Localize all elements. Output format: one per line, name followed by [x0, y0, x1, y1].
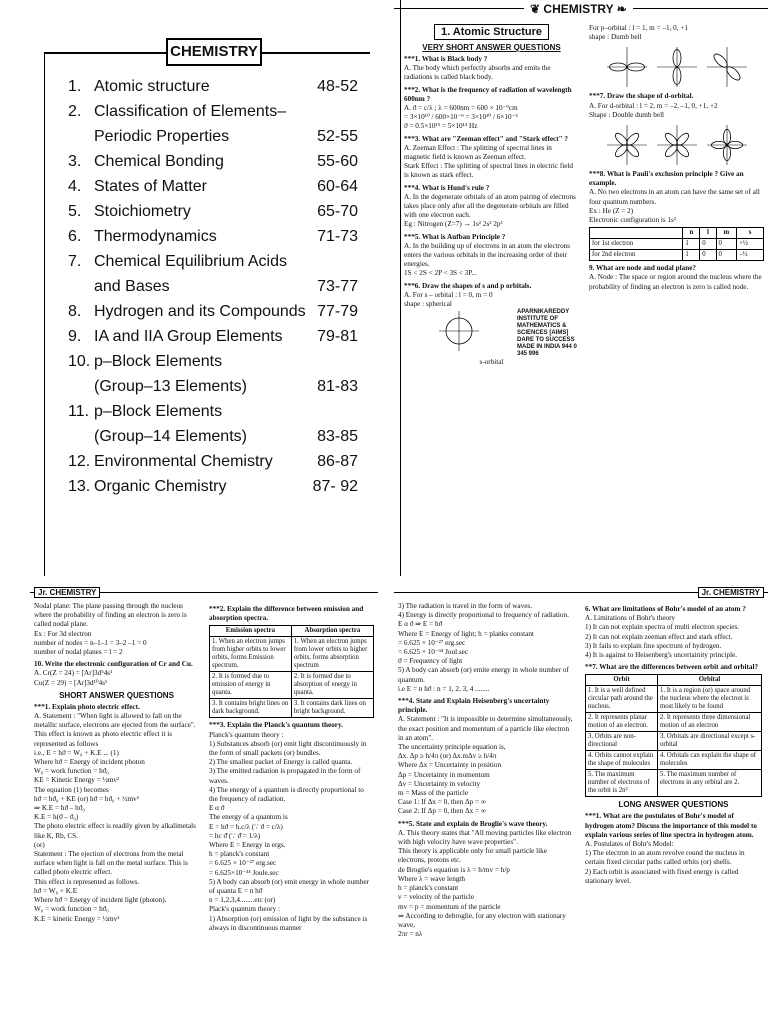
toc-item-text: Chemical Equilibrium Acids — [94, 253, 287, 270]
table-cell: 1. When an electron jumps from lower orbits to higher orbits, forms absorption spectrum — [291, 637, 373, 672]
answer-line: 2) The smallest packet of Energy is called quanta. — [209, 758, 353, 767]
toc-item — [68, 149, 358, 174]
jr-chemistry-page-left — [30, 582, 378, 1024]
answer-line: A. Node : The space or region around the nucleus where the probability of finding an electron is zero is called node. — [589, 273, 762, 291]
toc-item — [68, 249, 358, 274]
table-cell: 2. It is formed due to absorption of energy in quanta. — [291, 672, 373, 699]
answer-line: Case 2: If Δp = 0, then Δx = ∞ — [398, 807, 486, 816]
question: ***5. State and explain de Broglie's wave theory. — [398, 819, 548, 828]
answer-line: Where E = Energy of light; h = planks constant — [398, 629, 534, 638]
toc-item-label — [94, 424, 247, 449]
answer-line: Δx. Δp ≥ h/4π (or) Δx.mΔv ≥ h/4π — [398, 752, 497, 761]
toc-item-number: 1. — [68, 78, 82, 95]
answer-line: 3) It fails to explain fine spectrum of hydrogen. — [585, 641, 722, 650]
question: ***1. Explain photo electric effect. — [34, 702, 140, 711]
question: ***4. What is Hund's rule ? — [404, 183, 490, 192]
answer-line: 4) The energy of a quantum is directly proportional to the frequency of radiation. — [209, 785, 364, 804]
table-row — [590, 239, 764, 250]
toc-item-number: 4. — [68, 178, 82, 195]
s-orbital-caption: s-orbital — [479, 358, 504, 367]
answer-line: Δp = Uncertainty in momentum — [398, 770, 490, 779]
answer-line: h = planck's constant — [398, 884, 459, 893]
table-header-cell: m — [716, 228, 737, 239]
table-cell: for 1st electron — [590, 239, 683, 250]
answer-line: = 6.625 × 10⁻²⁷ erg.sec — [209, 859, 277, 868]
answer-line: Where hϑ = Energy of incident light (photon). — [34, 896, 167, 905]
p-orbital-shape-2 — [655, 45, 699, 89]
table-header-row — [586, 675, 762, 686]
answer-line: K.E = kinetic Energy = ½mv² — [34, 914, 120, 923]
toc-item-label — [94, 124, 229, 149]
toc-item-text: Environmental Chemistry — [94, 453, 273, 470]
answer-line: Eg : Nitrogen (Z=7) → 1s² 2s² 2p³ — [404, 220, 503, 229]
answer-line: Ex : He (Z = 2) — [589, 206, 634, 215]
table-cell: 0 — [716, 239, 737, 250]
toc-item-pages: 48-52 — [317, 78, 358, 95]
answer-line: A. Postulates of Bohr's Model: — [585, 840, 674, 849]
toc-item — [68, 324, 358, 349]
table-cell: 1 — [683, 250, 700, 261]
unit-title: 1. Atomic Structure — [434, 24, 549, 40]
answer-line: Case 1: If Δx = 0, then Δp = ∞ — [398, 798, 486, 807]
table-row — [586, 751, 762, 770]
answer-line: This effect is represented as follows. — [34, 877, 140, 886]
answer-line: Shape : Double dumb bell — [589, 110, 665, 119]
toc-item-pages: 81-83 — [317, 378, 358, 395]
answer-line: The energy of a quantum is — [209, 813, 288, 822]
answer-line: ⇒ K.E = hϑ – hϑ₀ — [34, 804, 85, 813]
toc-item-label — [94, 374, 247, 399]
answer-line: A. In the degenerate orbitals of an atom pairing of electrons takes place only after all the degenerate orbitals are filled with one electron each. — [404, 192, 576, 220]
answer-line: h = planck's constant — [209, 850, 270, 859]
toc-item-pages: 87- 92 — [312, 478, 358, 495]
answer-line: A. For s – orbital : l = 0, m = 0 — [404, 290, 493, 299]
toc-item-text: (Group–14 Elements) — [94, 428, 247, 445]
answer-line: Plack's quantum theory : — [209, 905, 280, 914]
question: 6. What are limitations of Bohr's model of an atom ? — [585, 605, 746, 613]
toc-item — [68, 449, 358, 474]
answer-line: hϑ = hϑ₀ + KE (or) hϑ = hϑ₀ + ½mv² — [34, 794, 139, 803]
answer-line: Planck's quantum theory : — [209, 730, 284, 739]
toc-item-number: 8. — [68, 303, 82, 320]
answer-line: Stark Effect : The splitting of spectral lines in electric field is known as stark effect. — [404, 162, 573, 180]
book-icon: ❦ — [530, 2, 541, 16]
answer-line: i.e E = n hϑ : n = 1, 2, 3, 4 ........ — [398, 684, 490, 693]
toc-item-label — [68, 399, 222, 424]
toc-item-text: Chemical Bonding — [94, 153, 224, 170]
toc-item-number: 5. — [68, 203, 82, 220]
question: ***8. What is Pauli's exclusion principle ? Give an example. — [589, 170, 744, 188]
toc-item-number: 13. — [68, 478, 91, 495]
d-orbital-shape-2 — [655, 123, 699, 167]
table-cell: 3. It contains dark lines on bright background. — [291, 699, 373, 718]
question: ***3. What are "Zeeman effect" and "Stark effect" ? — [404, 134, 569, 143]
answer-line: Where E = Energy in ergs. — [209, 841, 286, 850]
question: **7. What are the differences between orbit and orbital? — [585, 663, 759, 672]
question: ***7. Draw the shape of d-orbital. — [589, 92, 694, 101]
institute-stamp: APARNIKAREDDY INSTITUTE OF MATHEMATICS & SCIENCES [AIMS] DARE TO SUCCESS MADE IN INDIA 944 0 345 996 — [517, 309, 577, 358]
toc-item — [68, 374, 358, 399]
toc-item-text: Atomic structure — [94, 78, 210, 95]
answer-line: A. In the building up of electrons in an atom the electrons enters the various orbitals in the increasing order of their energies. — [404, 241, 571, 269]
table-row — [586, 732, 762, 751]
toc-item-text: Hydrogen and its Compounds — [94, 303, 306, 320]
toc-item-text: (Group–13 Elements) — [94, 378, 247, 395]
toc-item-pages: 52-55 — [317, 128, 358, 145]
answer-line: = 6.625×10⁻³⁴ Joule.sec — [209, 868, 279, 877]
answer-line: KE = Kinetic Energy = ½mv² — [34, 776, 120, 785]
table-row — [586, 686, 762, 713]
table-cell: 0 — [700, 250, 716, 261]
table-header-cell: s — [737, 228, 764, 239]
toc-item-number: 9. — [68, 328, 82, 345]
toc-item-number: 10. — [68, 353, 91, 370]
table-cell: 3. Orbits are non-directional — [586, 732, 658, 751]
question: ***4. State and Explain Heisenberg's uncertainty principle. — [398, 697, 550, 715]
table-row — [210, 672, 374, 699]
answer-line: A. Limitations of Bohr's theory — [585, 614, 676, 623]
p-orbitals-figure — [589, 45, 764, 89]
contents-list — [68, 74, 358, 499]
toc-item-label — [68, 99, 286, 124]
table-cell: 2. It is formed due to emission of energy in quanta. — [210, 672, 292, 699]
table-cell: 4. Orbitals can explain the shape of molecules — [657, 751, 761, 770]
answer-line: 2) It can not explain zeeman effect and stark effect. — [585, 632, 733, 641]
question: ***6. Draw the shapes of s and p orbitals. — [404, 281, 532, 290]
toc-item-pages: 55-60 — [317, 153, 358, 170]
answer-line: Where λ = wave length — [398, 874, 466, 883]
question: ***2. What is the frequency of radiation of wavelength 600nm ? — [404, 85, 572, 103]
toc-item-pages: 77-79 — [317, 303, 358, 320]
table-cell: –½ — [737, 250, 764, 261]
toc-item — [68, 74, 358, 99]
table-cell: 1. It is a well defined circular path around the nucleus. — [586, 686, 658, 713]
answer-line: 1) Absorption (or) emission of light by the substance is always in discontinuous manner — [209, 914, 368, 932]
answer-line: Where hϑ = Energy of incident photon — [34, 758, 145, 767]
page2-column-1 — [404, 24, 579, 574]
table-cell: 4. Orbits cannot explain the shape of molecules — [586, 751, 658, 770]
d-orbitals-figure — [589, 123, 764, 167]
answer-line: K.E = h(ϑ – ϑ₀) — [34, 813, 79, 822]
answer-line: 1) The electron in an atom revolve round the nucleus in certain fixed circular paths called orbits (or) shells. — [585, 849, 745, 867]
d-orbital-shape-1 — [605, 123, 649, 167]
question: ***2. Explain the difference between emission and absorption spectra. — [209, 605, 364, 623]
table-header-cell: l — [700, 228, 716, 239]
answer-line: ϑ = Frequency of light — [398, 657, 463, 666]
answer-line: A. ϑ = c/λ ; λ = 600nm = 600 × 10⁻⁹cm — [404, 104, 518, 113]
question: ***1. What is Black body ? — [404, 55, 488, 63]
table-cell: 2. It represents three dimensional motion of an electron — [657, 713, 761, 732]
margin-rule — [44, 52, 45, 576]
toc-item-label — [68, 149, 224, 174]
section-heading: LONG ANSWER QUESTIONS — [618, 800, 729, 810]
toc-item — [68, 399, 358, 424]
answer-line: 3) The radiation is travel in the form of waves. — [398, 602, 532, 610]
answer-line: number of nodal planes = l = 2 — [34, 648, 123, 657]
table-header-cell: Orbital — [657, 675, 761, 686]
table-cell: 1. When an electron jumps from higher orbits to lower orbits, forms Emission spectrum. — [210, 637, 292, 672]
table-cell: 5. The maximum number of electrons in any orbital are 2. — [657, 770, 761, 797]
answer-line: Statement : The ejection of electrons from the metal surface when light is fall on the metal surface. This is called photo electric effect. — [34, 850, 188, 877]
toc-item — [68, 124, 358, 149]
table-cell: for 2nd electron — [590, 250, 683, 261]
toc-item-label — [68, 199, 191, 224]
toc-item-label — [68, 449, 273, 474]
question: 9. What are node and nodal plane? — [589, 264, 696, 273]
table-row — [210, 637, 374, 672]
toc-item-text: Periodic Properties — [94, 128, 230, 145]
answer-line: 1S < 2S < 2P < 3S < 3P... — [404, 269, 477, 278]
toc-item-number: 7. — [68, 253, 82, 270]
page2-columns — [404, 24, 764, 574]
toc-item-label — [68, 324, 283, 349]
toc-item-pages: 86-87 — [317, 453, 358, 470]
table-cell: +½ — [737, 239, 764, 250]
orbit-table — [585, 674, 762, 797]
question: ***5. What is Aufbau Principle ? — [404, 232, 506, 241]
toc-item — [68, 349, 358, 374]
answer-line: 3) The emitted radiation is propagated in the form of waves. — [209, 767, 361, 785]
answer-line: 4) Energy is directly proportional to frequency of radiation. — [398, 611, 569, 620]
answer-line: Cu(Z = 29) = [Ar]3d¹⁰4s¹ — [34, 678, 108, 687]
toc-item-label — [68, 299, 306, 324]
page4-column-1 — [398, 602, 575, 1022]
toc-item-number: 11. — [68, 403, 90, 420]
toc-item-text: Classification of Elements– — [94, 103, 287, 120]
answer-line: Δv = Uncertainty in velocity — [398, 779, 481, 788]
answer-line: v = velocity of the particle — [398, 893, 475, 902]
atomic-structure-page — [394, 0, 768, 576]
toc-item-label — [68, 349, 222, 374]
answer-line: A. No two electrons in an atom can have the same set of all four quantum numbers. — [589, 188, 760, 206]
answer-line: A. Statement : "It is impossible to determine simultaneously, the exact position and momentum of a particle like electron in an atom". — [398, 715, 573, 742]
toc-item-number: 3. — [68, 153, 82, 170]
page-header: ❦ CHEMISTRY ❧ — [524, 2, 633, 22]
answer-line: i.e., E = hϑ = W₀ + K.E ... (1) — [34, 748, 119, 757]
table-row — [590, 250, 764, 261]
table-cell: 1 — [683, 239, 700, 250]
page4-columns — [398, 602, 762, 1022]
toc-item — [68, 424, 358, 449]
table-header-cell: n — [683, 228, 700, 239]
toc-item-pages: 71-73 — [317, 228, 358, 245]
answer-line: 2πr = nλ — [398, 930, 423, 939]
answer-line: = 3×10¹⁰ / 600×10⁻⁹ = 3×10¹⁰ / 6×10⁻⁵ — [404, 113, 518, 122]
table-row — [210, 699, 374, 718]
answer-line: shape : Dumb bell — [589, 33, 642, 42]
answer-line: A. Zeeman Effect : The splitting of spectral lines in magnetic field is known as Zeeman effect. — [404, 143, 552, 162]
toc-item-label — [94, 274, 170, 299]
answer-line: = 6.625 × 10⁻³⁴ Joul.sec — [398, 648, 469, 657]
page2-column-2 — [589, 24, 764, 574]
answer-line: Where Δx = Uncertainty in position — [398, 761, 502, 770]
answer-line: For p–orbital : l = 1, m = –1, 0, +1 — [589, 24, 689, 32]
table-header-cell: Absorption spectra — [291, 626, 373, 637]
answer-line: (or) — [34, 840, 45, 849]
table-row — [586, 713, 762, 732]
answer-line: 4) It is against to Heisenberg's uncertainity principle. — [585, 651, 738, 660]
toc-item-number: 2. — [68, 103, 82, 120]
toc-item-pages: 83-85 — [317, 428, 358, 445]
book-icon: ❧ — [616, 2, 627, 16]
answer-line: The photo electric effect is readily given by alkalimetals like K, Rb, CS. — [34, 822, 196, 840]
contents-page — [0, 0, 384, 576]
table-header-cell — [590, 228, 683, 239]
answer-line: A. This theory states that "All moving particles like electron with high velocity have wave properties". — [398, 828, 572, 847]
toc-item-text: IA and IIA Group Elements — [94, 328, 283, 345]
table-cell: 0 — [716, 250, 737, 261]
toc-item-text: p–Block Elements — [94, 353, 223, 370]
answer-line: ϑ = 0.5×10¹⁵ = 5×10¹⁴ Hz — [404, 122, 478, 131]
section-heading: SHORT ANSWER QUESTIONS — [59, 690, 174, 700]
toc-item-pages: 65-70 — [317, 203, 358, 220]
toc-item — [68, 224, 358, 249]
table-row — [586, 770, 762, 797]
s-orbital-shape — [434, 309, 484, 355]
question: ***3. Explain the Planck's quantum theory. — [209, 721, 343, 730]
toc-item-text: States of Matter — [94, 178, 207, 195]
answer-line: The uncertainty principle equation is, — [398, 743, 506, 752]
answer-line: 2) Each orbit is associated with fixed energy is called stationary level. — [585, 867, 739, 885]
toc-item-label — [68, 474, 226, 499]
toc-item — [68, 99, 358, 124]
toc-item — [68, 199, 358, 224]
toc-item-text: Thermodynamics — [94, 228, 217, 245]
toc-item-pages: 79-81 — [317, 328, 358, 345]
answer-line: 5) A body can absorb (or) emite energy in whole number of quantum. — [398, 666, 569, 684]
table-cell: 2. It represents planar motion of an electron. — [586, 713, 658, 732]
answer-line: de Broglie's equation is λ = h/mv = h/p — [398, 865, 510, 874]
answer-line: Nodal plane: The plane passing through the nucleus where the probability of finding an electron is zero is called nodal plane. — [34, 602, 187, 629]
answer-line: The equation (1) becomes — [34, 785, 109, 794]
answer-line: mv = p = momentum of the particle — [398, 902, 501, 911]
answer-line: Electronic configuration is 1s² — [589, 216, 676, 225]
answer-line: n = 1,2,3,4........etc (or) — [209, 896, 276, 905]
answer-line: A. Statement : "When light is allowed to fall on the metallic surface, electrons are ejected from the surface". This effect is known as photo electric effect it is represented as follows — [34, 712, 196, 748]
page-header: Jr. CHEMISTRY — [698, 587, 764, 598]
jr-chemistry-page-right — [394, 582, 768, 1024]
answer-line: A. Cr(Z = 24) = [Ar]3d⁵4s¹ — [34, 669, 113, 678]
contents-title: CHEMISTRY — [166, 38, 262, 66]
page3-column-1 — [34, 602, 199, 1022]
table-header-row — [210, 626, 374, 637]
table-cell: 3. It contains bright lines on dark background. — [210, 699, 292, 718]
d-orbital-shape-3 — [705, 123, 749, 167]
toc-item — [68, 274, 358, 299]
table-cell: 1. It is a region (or) space around the nucleus where the electron is most likely to be found — [657, 686, 761, 713]
answer-line: ⇒ According to debroglie, for any electron with stationary wave, — [398, 911, 566, 929]
left-rule — [394, 0, 401, 576]
q-table — [589, 227, 764, 261]
answer-line: 1) Substances absorb (or) emit light discontinuously in the form of small packets (or) bundles. — [209, 739, 367, 758]
toc-item — [68, 474, 358, 499]
toc-item-text: Stoichiometry — [94, 203, 191, 220]
p-orbital-shape-3 — [705, 45, 749, 89]
answer-line: E α ϑ ⇒ E = hϑ — [398, 620, 443, 629]
answer-line: A. The body which perfectly absorbs and emits the radiations is called black body. — [404, 64, 551, 82]
toc-item-number: 6. — [68, 228, 82, 245]
toc-item-number: 12. — [68, 453, 91, 470]
question: ***1. What are the postulates of Bohr's model of hydrogen atom? Discuss the importance of this model to explain various series of line spectra in hydrogen atom. — [585, 812, 757, 839]
answer-line: E = hϑ = h.c/λ (∵ ϑ = c/λ) — [209, 822, 283, 831]
answer-line: = hc ϑ̄ (∵ ϑ̄ = 1/λ) — [209, 831, 261, 840]
toc-item-label — [68, 249, 287, 274]
toc-item-text: Organic Chemistry — [94, 478, 227, 495]
answer-line: W₀ = work function = hϑ₀ — [34, 767, 109, 776]
question: 10. Write the electronic configuration of Cr and Cu. — [34, 660, 193, 669]
toc-item-pages: 60-64 — [317, 178, 358, 195]
page3-columns — [34, 602, 374, 1022]
answer-line: This theory is applicable only for small particle like electrons, protons etc. — [398, 847, 547, 865]
toc-item-label — [68, 224, 217, 249]
answer-line: 5) A body can absorb (or) emit energy in whole number of quanta E = n hϑ — [209, 877, 369, 896]
toc-item — [68, 174, 358, 199]
toc-item-text: and Bases — [94, 278, 170, 295]
answer-line: W₀ = work function = hϑ₀ — [34, 905, 109, 914]
table-cell: 3. Orbitals are directional except s-orbital — [657, 732, 761, 751]
page3-column-2 — [209, 602, 374, 1022]
toc-item-text: p–Block Elements — [94, 403, 223, 420]
section-heading: VERY SHORT ANSWER QUESTIONS — [422, 43, 561, 52]
answer-line: A. For d-orbital : l = 2, m = –2, –1, 0, +1, +2 — [589, 101, 718, 110]
table-cell: 5. The maximum number of electrons of the orbit is 2n² — [586, 770, 658, 797]
answer-line: m = Mass of the particle — [398, 789, 469, 798]
answer-line: Ex : For 3d electron — [34, 629, 92, 638]
table-cell: 0 — [700, 239, 716, 250]
table-header-row — [590, 228, 764, 239]
answer-line: 1) It can not explain spectra of multi electron species. — [585, 623, 740, 632]
answer-line: shape : spherical — [404, 300, 452, 309]
toc-item-label — [68, 74, 210, 99]
p-orbital-shape-1 — [605, 45, 649, 89]
toc-item-pages: 73-77 — [317, 278, 358, 295]
answer-line: = 6.625 × 10⁻²⁷ erg.sec — [398, 638, 466, 647]
toc-item — [68, 299, 358, 324]
toc-item-label — [68, 174, 207, 199]
table-header-cell: Emission spectra — [210, 626, 292, 637]
page-header: Jr. CHEMISTRY — [34, 587, 100, 598]
answer-line: E α ϑ — [209, 804, 225, 813]
page4-column-2 — [585, 602, 762, 1022]
answer-line: number of nodes = n–1–1 = 3–2 –1 = 0 — [34, 638, 147, 647]
spectra-table — [209, 625, 374, 718]
table-header-cell: Orbit — [586, 675, 658, 686]
answer-line: hϑ = W₀ + K.E — [34, 886, 78, 895]
